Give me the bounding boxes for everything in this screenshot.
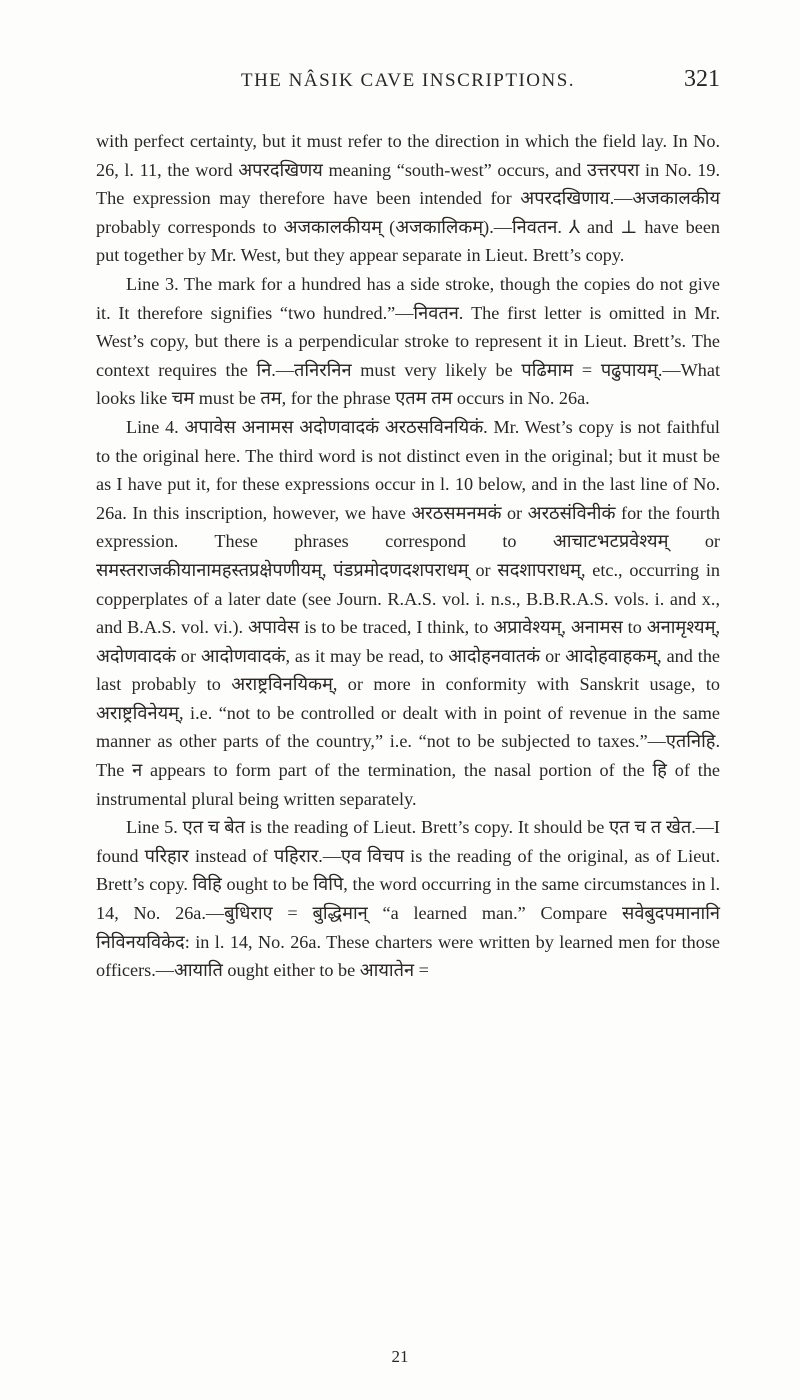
running-head [96, 66, 720, 100]
paragraph-line-4: Line 4. अपावेस अनामस अदोणवादकं अरठसविनयिकं. Mr. West’s copy is not faithful to the original here. The third word is not distinct even in the original; but it must be as I have put it, for these expressions occur in l. 10 below, and in the last line of No. 26a. In this inscription, however, we have अरठसमनमकं or अरठसंविनीकं for the fourth expression. These phrases correspond to आचाटभटप्रवेश्यम् or समस्तराजकीयानामहस्तप्रक्षेपणीयम्, पंडप्रमोदणदशपराधम् or सदशापराधम्, etc., occurring in copperplates of a later date (see Journ. R.A.S. vol. i. n.s., B.B.R.A.S. vols. i. and x., and B.A.S. vol. vi.). अपावेस is to be traced, I think, to अप्रावेश्यम्, अनामस to अनामृश्यम्, अदोणवादकं or आदोणवादकं, as it may be read, to आदोहनवातकं or आदोहवाहकम्, and the last probably to अराष्ट्रविनयिकम्, or more in conformity with Sanskrit usage, to अराष्ट्रविनेयम्, i.e. “not to be controlled or dealt with in point of revenue in the same manner as other parts of the country,” i.e. “not to be subjected to taxes.”—एतनिहि. The न appears to form part of the termination, the nasal portion of the हि of the instrumental plural being written separately. [96, 416, 720, 809]
body-text [96, 127, 720, 985]
signature-mark: 21 [391, 1347, 409, 1366]
paragraph-line-5: Line 5. एत च बेत is the reading of Lieut. Brett’s copy. It should be एत च त खेत.—I found परिहार instead of पहिरार.—एव विचप is the reading of the original, as of Lieut. Brett’s copy. विहि ought to be विपि, the word occurring in the same circumstances in l. 14, No. 26a.—बुधिराए = बुद्धिमान् “a learned man.” Compare सवेबुदपमानानि निविनयविकेद: in l. 14, No. 26a. These charters were written by learned men for those officers.—आयाति ought either to be आयातेन = [96, 817, 720, 981]
paragraph-continuation: with perfect certainty, but it must refer to the direction in which the field lay. In No. 26, l. 11, the word अपरदखिणय meaning “south-west” occurs, and उत्तरपरा in No. 19. The expression may therefore have been intended for अपरदखिणाय.—अजकालकीय probably corresponds to अजकालकीयम् (अजकालिकम्).—निवतन. ⅄ and ⊥ have been put together by Mr. West, but they appear separate in Lieut. Brett’s copy. [96, 131, 720, 266]
running-title: THE NÂSIK CAVE INSCRIPTIONS. [240, 70, 576, 91]
page-number: 321 [684, 66, 720, 92]
paragraph-line-3: Line 3. The mark for a hundred has a side stroke, though the copies do not give it. It therefore signifies “two hundred.”—निवतन. The first letter is omitted in Mr. West’s copy, but there is a perpendicular stroke to represent it in Lieut. Brett’s. The context requires the नि.—तनिरनिन must very likely be पढिमाम = पढुपायम्.—What looks like चम must be तम, for the phrase एतम तम occurs in No. 26a. [96, 273, 720, 409]
